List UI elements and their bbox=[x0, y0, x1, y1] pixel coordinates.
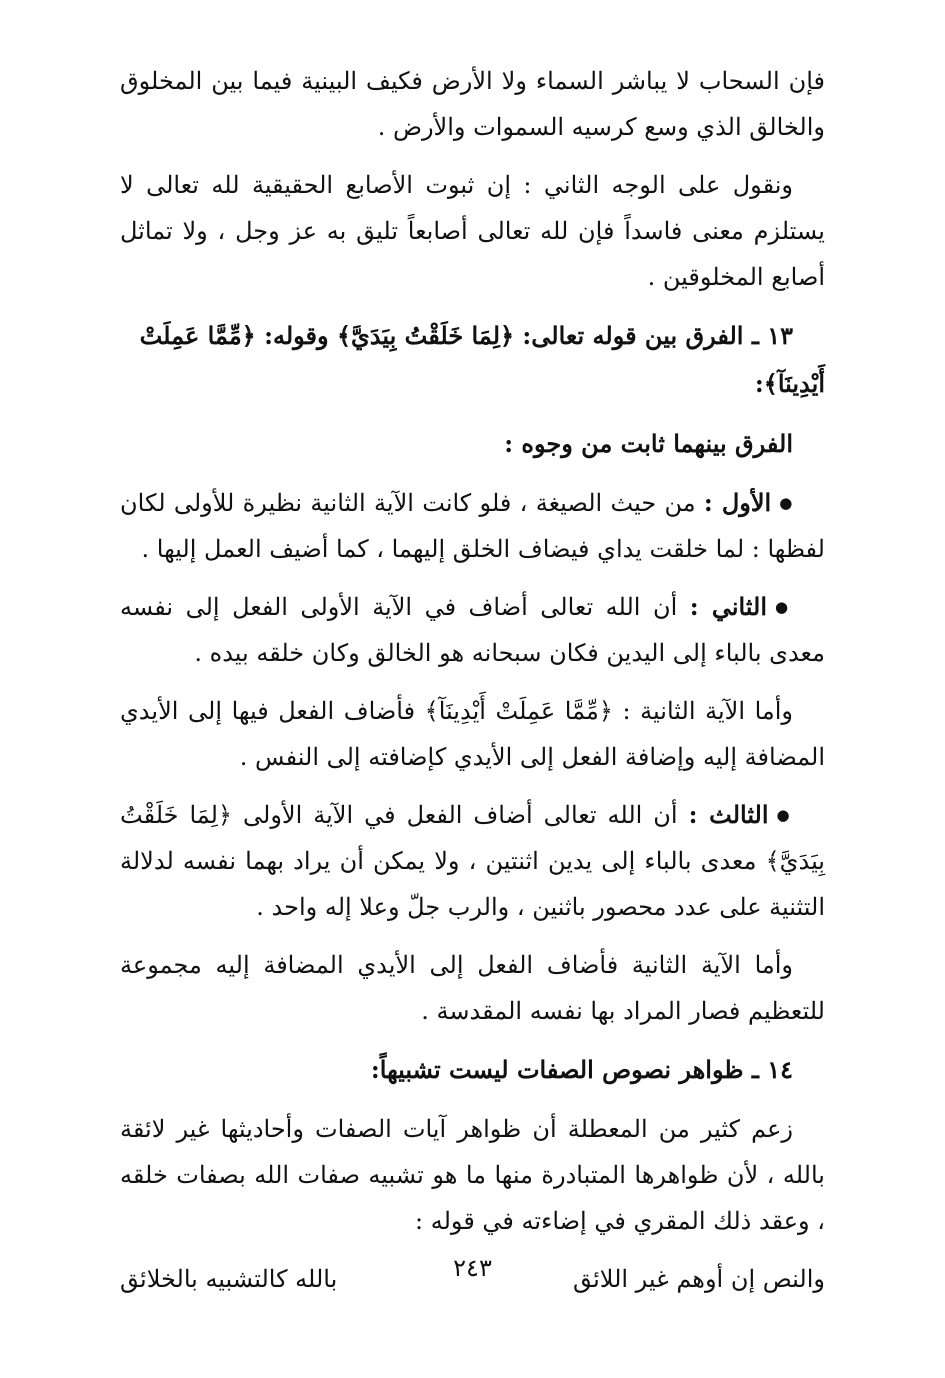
verse-second-hemistich: بالله كالتشبيه بالخلائق bbox=[120, 1265, 338, 1293]
section-heading-14: ١٤ ـ ظواهر نصوص الصفات ليست تشبيهاً: bbox=[370, 1055, 793, 1084]
point-first bbox=[120, 480, 825, 572]
point-third-label: الثالث : bbox=[688, 800, 769, 829]
point-first-label: الأول : bbox=[703, 488, 772, 517]
point-first-text: من حيث الصيغة ، فلو كانت الآية الثانية نظيرة للأولى لكان لفظها : لما خلقت يداي فيضاف الخلق إليهما ، كما أضيف العمل إليها . bbox=[120, 489, 825, 563]
point-second-text: أن الله تعالى أضاف في الآية الأولى الفعل إلى نفسه معدى بالباء إلى اليدين فكان سبحانه هو الخالق وكان خلقه بيده . bbox=[120, 593, 825, 667]
paragraph-muattila-claim: زعم كثير من المعطلة أن ظواهر آيات الصفات وأحاديثها غير لائقة بالله ، لأن ظواهرها المتبادرة منها ما هو تشبيه صفات الله بصفات خلقه ، وعقد ذلك المقري في إضاءته في قوله : bbox=[120, 1115, 825, 1235]
paragraph-second-ayah: وأما الآية الثانية : ﴿مِّمَّا عَمِلَتْ أَيْدِينَآ﴾ فأضاف الفعل فيها إلى الأيدي المضافة إليه وإضافة الفعل إلى الأيدي كإضافته إلى النفس . bbox=[120, 697, 825, 771]
point-second bbox=[120, 584, 825, 676]
point-third bbox=[120, 792, 825, 930]
section-subheading-13: الفرق بينهما ثابت من وجوه : bbox=[504, 429, 793, 458]
section-heading-13: ١٣ ـ الفرق بين قوله تعالى: ﴿لِمَا خَلَقْتُ بِيَدَيَّ﴾ وقوله: ﴿مِّمَّا عَمِلَتْ أَيْدِينَآ﴾: bbox=[139, 321, 825, 398]
page-number: ٢٤٣ bbox=[453, 1254, 492, 1282]
paragraph-second-ayah-plural: وأما الآية الثانية فأضاف الفعل إلى الأيدي المضافة إليه مجموعة للتعظيم فصار المراد بها نفسه المقدسة . bbox=[120, 951, 825, 1025]
verse-first-hemistich: والنص إن أوهم غير اللائق bbox=[573, 1265, 825, 1293]
point-third-text: أن الله تعالى أضاف الفعل في الآية الأولى ﴿لِمَا خَلَقْتُ بِيَدَيَّ﴾ معدى بالباء إلى يدين اثنتين ، ولا يمكن أن يراد بهما نفسه لدلالة التثنية على عدد محصور باثنين ، والرب جلّ وعلا إله واحد . bbox=[120, 801, 825, 921]
paragraph-fingers: ونقول على الوجه الثاني : إن ثبوت الأصابع الحقيقية لله تعالى لا يستلزم معنى فاسداً فإن لله تعالى أصابعاً تليق به عز وجل ، ولا تماثل أصابع المخلوقين . bbox=[120, 171, 825, 291]
point-second-label: الثاني : bbox=[689, 592, 768, 621]
paragraph-clouds: فإن السحاب لا يباشر السماء ولا الأرض فكيف البينية فيما بين المخلوق والخالق الذي وسع كرسيه السموات والأرض . bbox=[120, 67, 825, 141]
